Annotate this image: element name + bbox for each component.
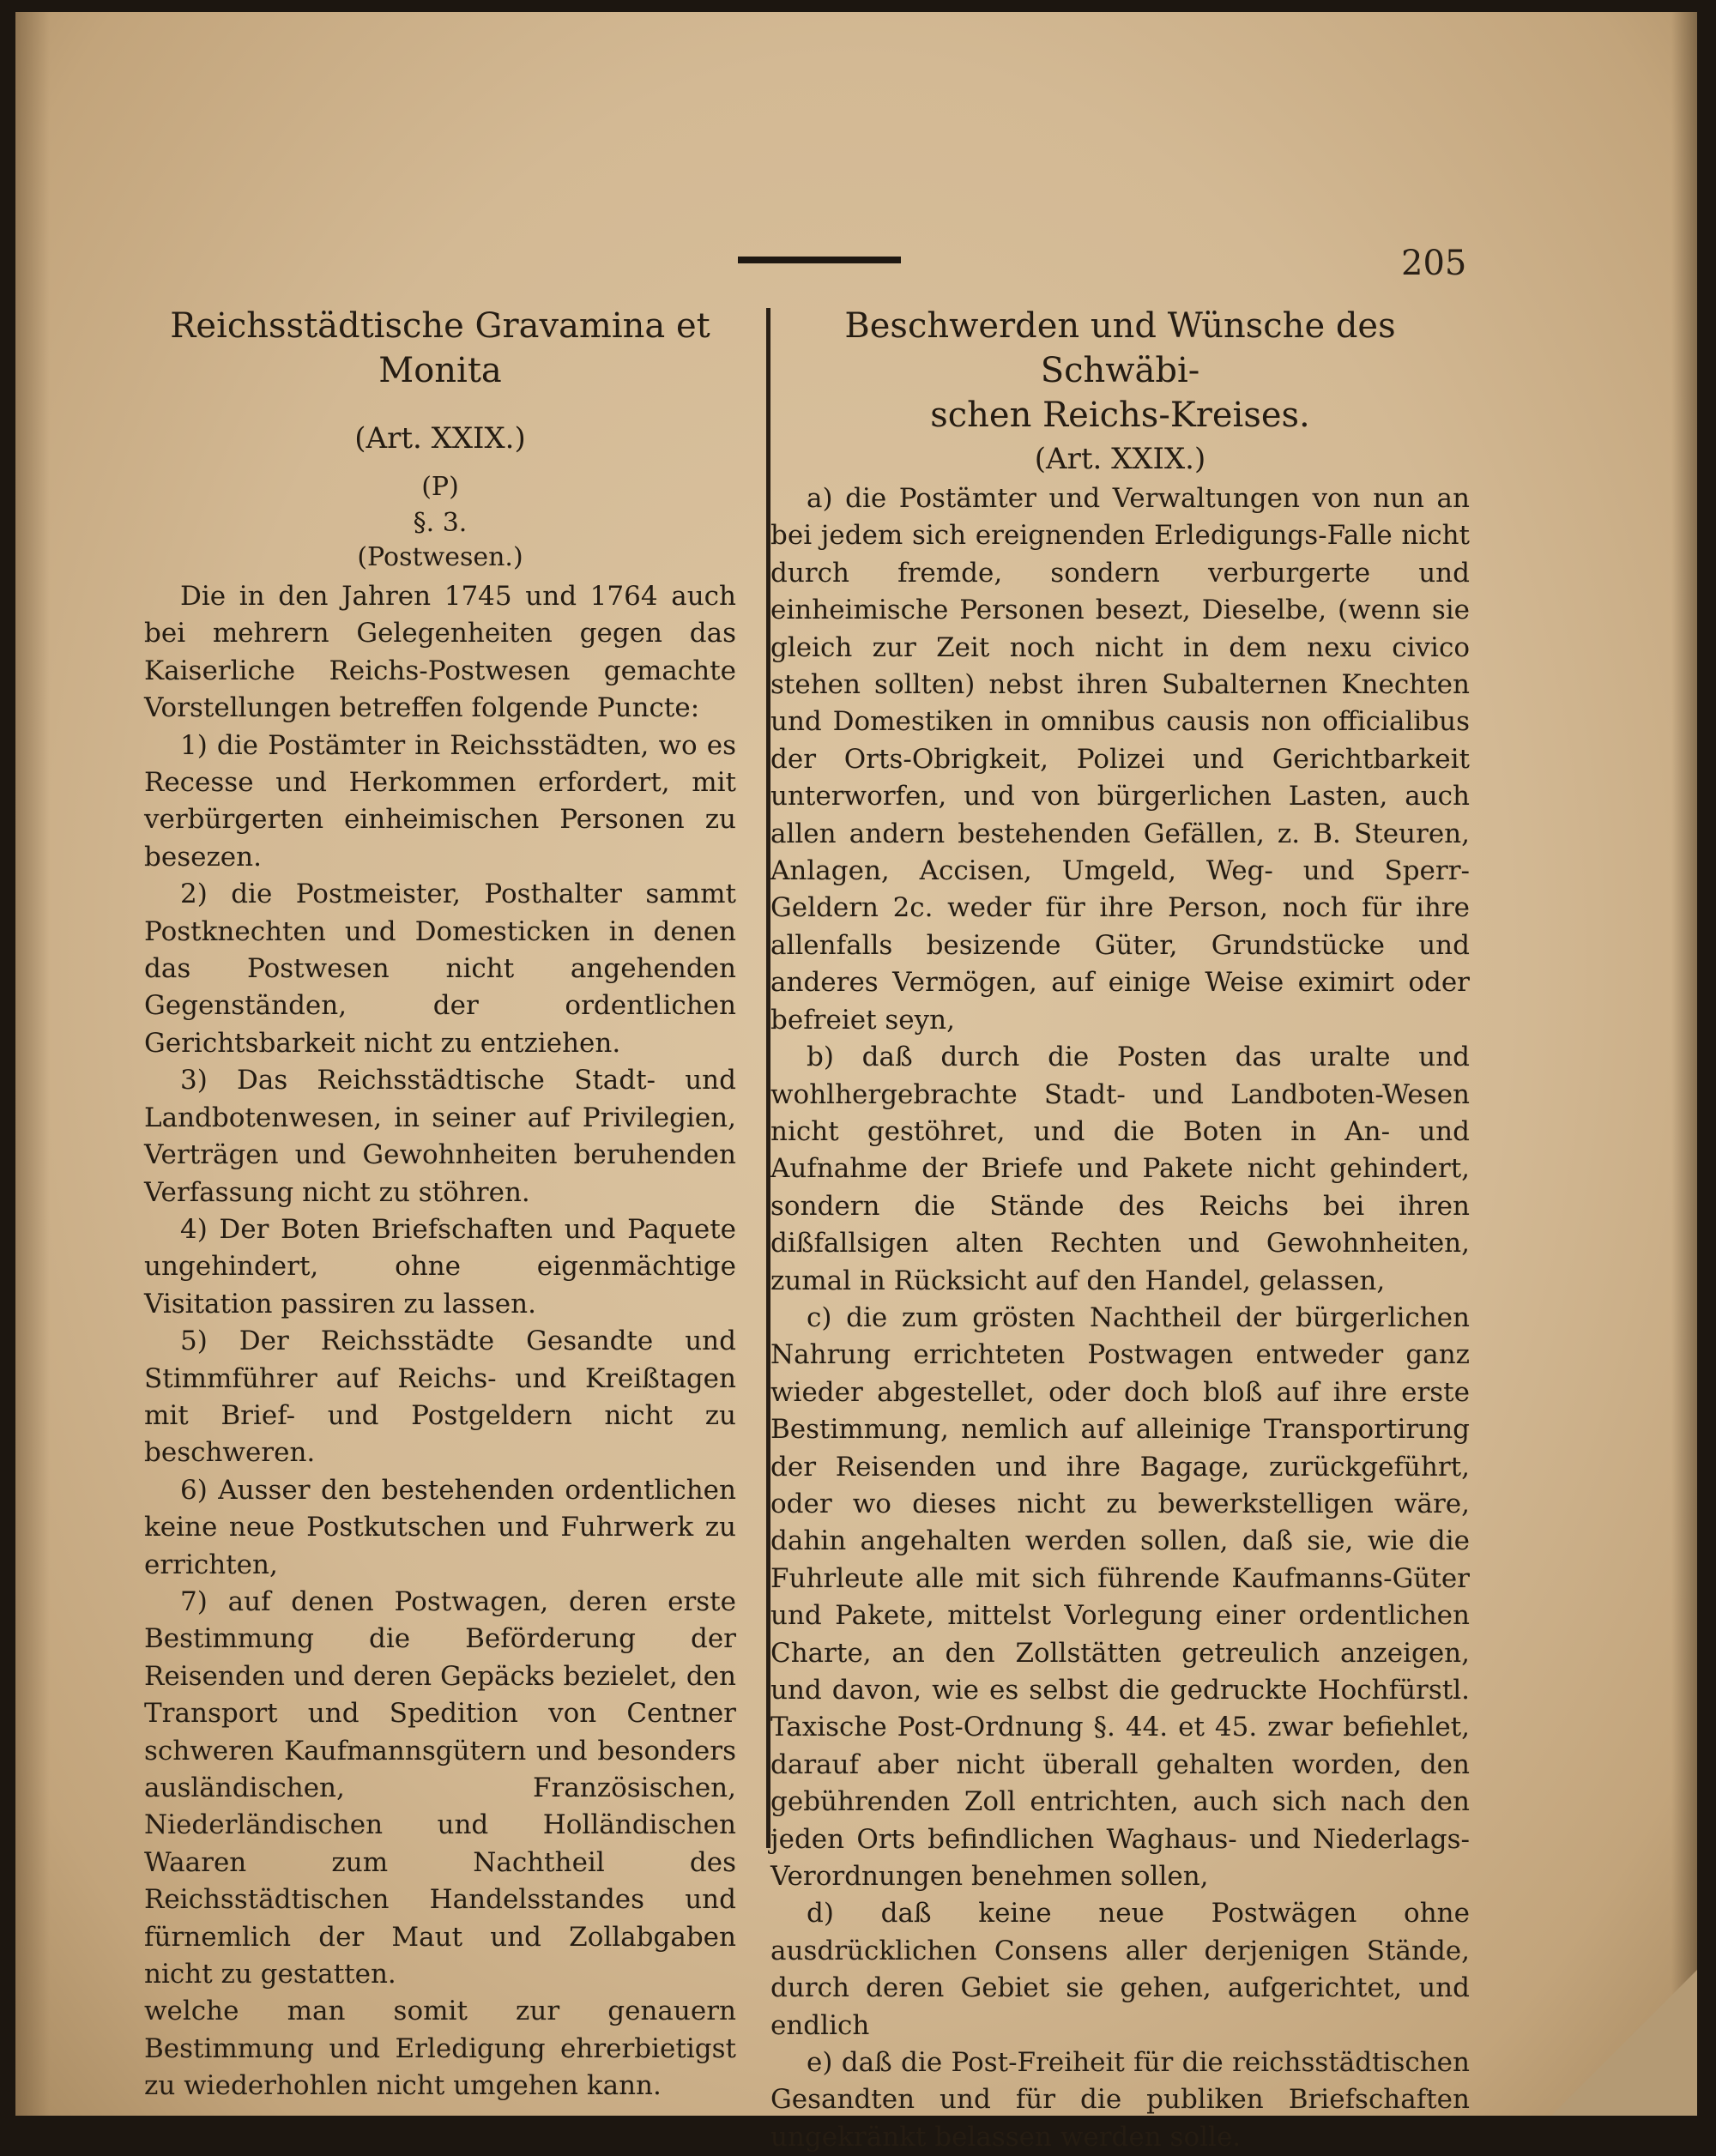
right-title-line-1: Beschwerden und Wünsche des Schwäbi- <box>844 306 1396 390</box>
right-column <box>770 304 1470 2156</box>
left-article-ref: (Art. XXIX.) <box>354 421 526 456</box>
left-paragraph: 7) auf denen Postwagen, deren erste Bestimmung die Beförderung der Reisenden und deren Gepäcks bezielet, den Transport und Spedition von Centner schweren Kaufmannsgütern und besonders ausländischen, Französischen, Niederländischen und Holländischen Waaren zum Nachtheil des Reichsstädtischen Handelsstandes und fürnemlich der Maut und Zollabgaben nicht zu gestatten. <box>144 1585 736 1990</box>
left-paragraph: Die in den Jahren 1745 und 1764 auch bei mehrern Gelegenheiten gegen das Kaiserliche Reichs-Postwesen gemachte Vorstellungen betreffen folgende Puncte: <box>144 581 736 724</box>
page-shadow-right <box>1671 12 1697 2116</box>
right-article-ref: (Art. XXIX.) <box>1034 442 1206 476</box>
page-number: 205 <box>1401 244 1467 283</box>
document-page <box>15 12 1697 2153</box>
folded-corner <box>1551 1970 1697 2116</box>
left-paragraph: 5) Der Reichsstädte Gesandte und Stimmführer auf Reichs- und Kreißtagen mit Brief- und Postgeldern nicht zu beschweren. <box>144 1326 736 1469</box>
left-paragraph: 2) die Postmeister, Posthalter sammt Postknechten und Domesticken in denen das Postwesen nicht angehenden Gegenständen, der ordentlichen Gerichtsbarkeit nicht zu entziehen. <box>144 879 736 1059</box>
section-letter: (P) <box>421 472 459 502</box>
left-paragraph: 1) die Postämter in Reichsstädten, wo es Recesse und Herkommen erfordert, mit verbürgerten einheimischen Personen zu besezen. <box>144 729 736 873</box>
right-paragraph: d) daß keine neue Postwägen ohne ausdrücklichen Consens aller derjenigen Stände, durch deren Gebiet sie gehen, aufgerichtet, und endlich <box>770 1898 1470 2041</box>
right-title-line-2: schen Reichs-Kreises. <box>930 396 1310 435</box>
right-paragraph: c) die zum grösten Nachtheil der bürgerlichen Nahrung errichteten Postwagen entweder ganz wieder abgestellet, oder doch bloß auf ihre erste Bestimmung, nemlich auf alleinige Transportirung der Reisenden und ihre Bagage, zurückgeführt, oder wo dieses nicht zu bewerkstelligen wäre, dahin angehalten werden sollen, daß sie, wie die Fuhrleute alle mit sich führende Kaufmanns-Güter und Pakete, mittelst Vorlegung einer ordentlichen Charte, an den Zollstätten getreulich anzeigen, und davon, wie es selbst die gedruckte Hochfürstl. Taxische Post-Ordnung §. 44. et 45. zwar befiehlet, darauf aber nicht überall gehalten worden, den gebührenden Zoll entrichten, auch sich nach den jeden Orts befindlichen Waghaus- und Niederlags-Verordnungen benehmen sollen, <box>770 1301 1470 1893</box>
left-paragraph: 3) Das Reichsstädtische Stadt- und Landbotenwesen, in seiner auf Privilegien, Verträgen und Gewohnheiten beruhenden Verfassung nicht zu stöhren. <box>144 1065 736 1208</box>
left-column <box>144 304 736 2105</box>
right-column-title <box>770 304 1470 438</box>
left-paragraph: 6) Ausser den bestehenden ordentlichen keine neue Postkutschen und Fuhrwerk zu errichten, <box>144 1474 736 1580</box>
left-column-title: Reichsstädtische Gravamina et Monita <box>170 306 710 390</box>
page-shadow-left <box>15 12 50 2116</box>
header-rule <box>738 257 901 263</box>
left-paragraph: 4) Der Boten Briefschaften und Paquete ungehindert, ohne eigenmächtige Visitation passiren zu lassen. <box>144 1213 736 1320</box>
section-number: §. 3. <box>413 508 468 538</box>
right-paragraph: b) daß durch die Posten das uralte und wohlhergebrachte Stadt- und Landboten-Wesen nicht gestöhret, und die Boten in An- und Aufnahme der Briefe und Pakete nicht gehindert, sondern die Stände des Reichs bei ihren dißfallsigen alten Rechten und Gewohnheiten, zumal in Rücksicht auf den Handel, gelassen, <box>770 1042 1470 1296</box>
section-subject: (Postwesen.) <box>357 542 523 572</box>
left-closing-paragraph: welche man somit zur genauern Bestimmung und Erledigung ehrerbietigst zu wiederhohlen nicht umgehen kann. <box>144 1996 736 2102</box>
right-paragraph: e) daß die Post-Freiheit für die reichsstädtischen Gesandten und für die publiken Briefschaften ungekränkt belassen werden solle. <box>770 2047 1470 2153</box>
right-paragraph: a) die Postämter und Verwaltungen von nun an bei jedem sich ereignenden Erledigungs-Falle nicht durch fremde, sondern verburgerte und einheimische Personen besezt, Dieselbe, (wenn sie gleich zur Zeit noch nicht in dem nexu civico stehen sollten) nebst ihren Subalternen Knechten und Domestiken in omnibus causis non officialibus der Orts-Obrigkeit, Polizei und Gerichtbarkeit unterworfen, und von bürgerlichen Lasten, auch allen andern bestehenden Gefällen, z. B. Steuren, Anlagen, Accisen, Umgeld, Weg- und Sperr-Geldern 2c. weder für ihre Person, noch für ihre allenfalls besizende Güter, Grundstücke und anderes Vermögen, auf einige Weise eximirt oder befreiet seyn, <box>770 483 1470 1036</box>
